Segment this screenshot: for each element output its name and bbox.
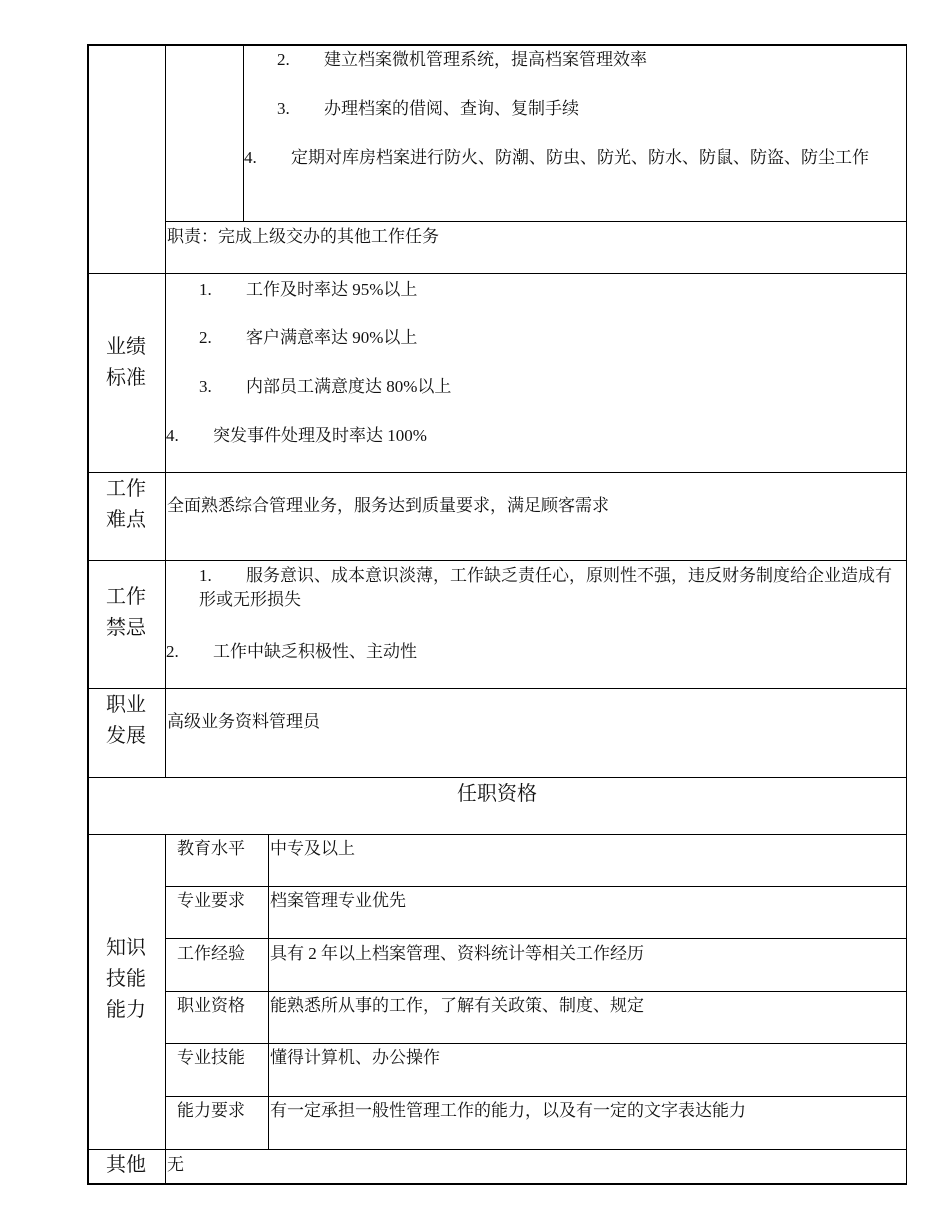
row-divider xyxy=(165,938,907,939)
taboo-item xyxy=(166,640,417,664)
other-duty-text: 职责：完成上级交办的其他工作任务 xyxy=(167,227,439,246)
taboo-item xyxy=(199,564,899,612)
item-number: 3. xyxy=(199,377,212,396)
performance-label xyxy=(87,332,165,394)
label-line: 职业 xyxy=(106,694,146,716)
item-text: 工作中缺乏积极性、主动性 xyxy=(213,642,417,661)
performance-item xyxy=(199,278,417,302)
row-divider xyxy=(165,221,907,222)
difficulty-text: 全面熟悉综合管理业务，服务达到质量要求，满足顾客需求 xyxy=(167,496,609,515)
table-border-top xyxy=(87,44,907,46)
performance-item xyxy=(166,424,427,448)
difficulty-label xyxy=(87,474,165,536)
row-divider xyxy=(165,1096,907,1097)
label-line: 工作 xyxy=(106,478,146,500)
table-border-right xyxy=(906,44,908,1184)
knowledge-row-label: 教育水平 xyxy=(177,839,245,858)
row-divider xyxy=(87,688,907,689)
knowledge-row-label: 专业要求 xyxy=(177,891,245,910)
knowledge-row-value: 中专及以上 xyxy=(270,839,355,858)
label-line: 技能 xyxy=(106,968,146,990)
duty-item xyxy=(277,48,647,72)
item-text: 突发事件处理及时率达 100% xyxy=(213,426,427,445)
knowledge-row-label: 专业技能 xyxy=(177,1048,245,1067)
label-line: 业绩 xyxy=(106,336,146,358)
duty-item-text: 办理档案的借阅、查询、复制手续 xyxy=(324,99,579,118)
label-line: 知识 xyxy=(106,937,146,959)
row-divider xyxy=(87,472,907,473)
performance-item xyxy=(199,375,451,399)
table-border-bottom xyxy=(87,1183,907,1185)
duties-subcolumn-divider xyxy=(243,44,244,221)
label-line: 工作 xyxy=(106,586,146,608)
label-column-divider xyxy=(165,44,166,777)
row-divider xyxy=(87,777,907,778)
knowledge-row-label: 职业资格 xyxy=(177,996,245,1015)
performance-item xyxy=(199,326,417,350)
knowledge-row-label: 工作经验 xyxy=(177,944,245,963)
item-text: 内部员工满意度达 80%以上 xyxy=(246,377,452,396)
row-divider xyxy=(165,886,907,887)
label-line: 禁忌 xyxy=(106,617,146,639)
duty-item xyxy=(277,97,579,121)
row-divider xyxy=(87,1149,907,1150)
row-divider xyxy=(87,273,907,274)
career-text: 高级业务资料管理员 xyxy=(167,712,320,731)
item-text: 工作及时率达 95%以上 xyxy=(246,280,418,299)
item-number: 1. xyxy=(199,280,212,299)
duty-item-text: 定期对库房档案进行防火、防潮、防虫、防光、防水、防鼠、防盗、防尘工作 xyxy=(291,148,869,167)
duty-item-number: 4. xyxy=(244,148,257,167)
knowledge-row-value: 有一定承担一般性管理工作的能力，以及有一定的文字表达能力 xyxy=(270,1101,746,1120)
row-divider xyxy=(165,991,907,992)
career-label xyxy=(87,690,165,752)
label-line: 能力 xyxy=(106,999,146,1021)
duty-item-number: 3. xyxy=(277,99,290,118)
job-description-table xyxy=(87,44,907,1184)
knowledge-row-label: 能力要求 xyxy=(177,1101,245,1120)
row-divider xyxy=(165,1043,907,1044)
other-text: 无 xyxy=(167,1155,184,1174)
item-number: 4. xyxy=(166,426,179,445)
label-line: 难点 xyxy=(106,509,146,531)
label-line: 发展 xyxy=(106,725,146,747)
knowledge-row-value: 能熟悉所从事的工作，了解有关政策、制度、规定 xyxy=(270,996,644,1015)
knowledge-row-value: 具有 2 年以上档案管理、资料统计等相关工作经历 xyxy=(270,944,644,963)
duty-item-number: 2. xyxy=(277,50,290,69)
item-number: 2. xyxy=(166,642,179,661)
duty-item-text: 建立档案微机管理系统，提高档案管理效率 xyxy=(324,50,647,69)
knowledge-row-value: 档案管理专业优先 xyxy=(270,891,406,910)
row-divider xyxy=(87,560,907,561)
label-line: 标准 xyxy=(106,367,146,389)
qualification-header: 任职资格 xyxy=(457,783,537,805)
knowledge-row-value: 懂得计算机、办公操作 xyxy=(270,1048,440,1067)
item-number: 1. xyxy=(199,566,212,585)
item-number: 2. xyxy=(199,328,212,347)
row-divider xyxy=(87,834,907,835)
duty-item xyxy=(244,146,894,170)
item-text: 服务意识、成本意识淡薄，工作缺乏责任心，原则性不强，违反财务制度给企业造成有形或无形损失 xyxy=(199,566,892,609)
other-label: 其他 xyxy=(106,1154,146,1176)
item-text: 客户满意率达 90%以上 xyxy=(246,328,418,347)
taboo-label xyxy=(87,582,165,644)
knowledge-label xyxy=(87,933,165,1026)
